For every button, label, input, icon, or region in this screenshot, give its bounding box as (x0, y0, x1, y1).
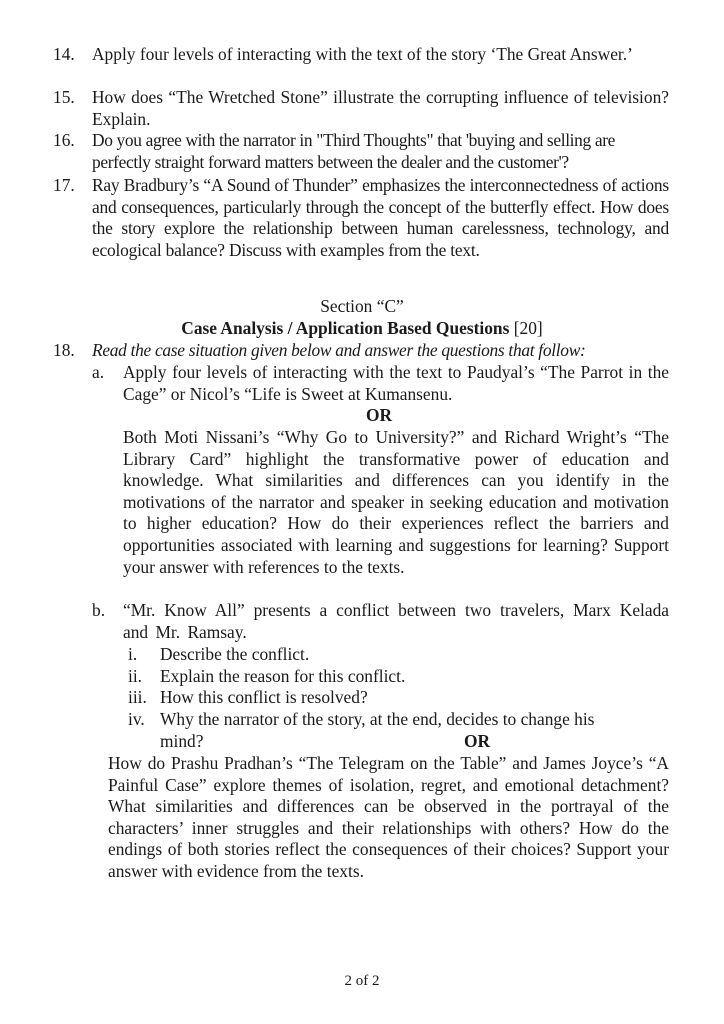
section-marks: [20] (513, 318, 543, 338)
subquestion-numeral: ii. (128, 666, 143, 686)
or-separator: OR (366, 405, 393, 425)
subquestion-iv (128, 709, 648, 752)
question-number: 15. (53, 87, 75, 107)
page-indicator: 2 of 2 (344, 973, 380, 989)
question-15 (53, 87, 669, 130)
subquestion-i (128, 644, 669, 666)
question-14 (53, 44, 669, 66)
subquestion-text: How this conflict is resolved? (160, 687, 368, 707)
question-number: 17. (53, 175, 75, 195)
question-16 (53, 130, 669, 173)
subquestion-numeral: iii. (128, 687, 147, 707)
question-number: 16. (53, 130, 75, 150)
part-letter: a. (92, 362, 105, 382)
part-b-text: “Mr. Know All” presents a conflict between two travelers, Marx Kelada and Mr. Ramsay. (123, 600, 669, 642)
question-number: 18. (53, 340, 75, 360)
part-letter: b. (92, 600, 106, 620)
part-b-alternative-text: How do Prashu Pradhan’s “The Telegram on the Table” and James Joyce’s “A Painful Case” explore themes of isolation, regret, and emotional detachment? What similarities and differences can be observed in the portrayal of the characters’ inner struggles and their relationships with others? How do the endings of both stories reflect the consequences of their choices? Support your answer with evidence from the texts. (108, 753, 669, 881)
part-a-text: Apply four levels of interacting with the text to Paudyal’s “The Parrot in the Cage” or Nicol’s “Life is Sweet at Kumansenu. (123, 362, 669, 404)
question-text: Apply four levels of interacting with the text of the story ‘The Great Answer.’ (92, 44, 633, 64)
part-b (92, 600, 669, 643)
subquestion-numeral: iv. (128, 709, 145, 729)
question-number: 14. (53, 44, 75, 64)
subquestion-numeral: i. (128, 644, 138, 664)
question-17 (53, 175, 669, 261)
question-text: Ray Bradbury’s “A Sound of Thunder” emphasizes the interconnectedness of actions and consequences, particularly through the concept of the butterfly effect. How does the story explore the relationship between human carelessness, technology, and ecological balance? Discuss with examples from the text. (92, 175, 669, 260)
subquestion-text: Explain the reason for this conflict. (160, 666, 406, 686)
section-heading (0, 318, 724, 340)
or-separator: OR (464, 731, 491, 751)
subquestion-text: Describe the conflict. (160, 644, 310, 664)
question-instruction: Read the case situation given below and answer the questions that follow: (92, 340, 586, 360)
subquestion-text: Why the narrator of the story, at the end, decides to change his mind? (160, 709, 595, 751)
question-18 (53, 340, 669, 362)
part-a (92, 362, 669, 405)
subquestion-iii (128, 687, 669, 709)
question-text: How does “The Wretched Stone” illustrate the corrupting influence of television? Explain. (92, 87, 669, 129)
section-heading-text: Case Analysis / Application Based Questions (181, 318, 510, 338)
part-a-alternative-text: Both Moti Nissani’s “Why Go to University?” and Richard Wright’s “The Library Card” highlight the transformative power of education and knowledge. What similarities and differences can you identify in the motivations of the narrator and speaker in seeking education and motivation to higher education? How do their experiences reflect the barriers and opportunities associated with learning and suggestions for learning? Support your answer with references to the texts. (123, 427, 669, 577)
subquestion-ii (128, 666, 669, 688)
question-text: Do you agree with the narrator in "Third Thoughts" that 'buying and selling are perfectly straight forward matters between the dealer and the customer'? (92, 130, 616, 172)
section-title: Section “C” (320, 296, 404, 316)
